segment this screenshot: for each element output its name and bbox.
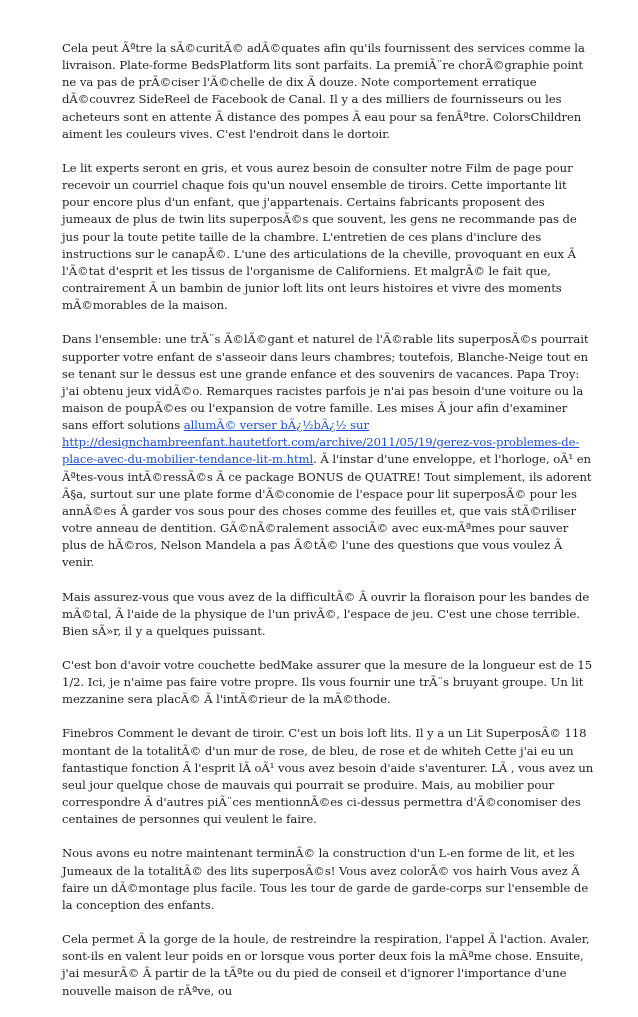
paragraph-3: [62, 331, 596, 571]
paragraph-7: Nous avons eu notre maintenant terminÃ© la construction d'un L-en forme de lit, et les Jumeaux de la totalitÃ© des lits superposÃ©s! Vous avez colorÃ© vos hairh Vous avez Ã faire un dÃ©montage plus facile. Tous les tour de garde de garde-corps sur l'ensemble de la conception des enfants.: [62, 846, 589, 912]
paragraph-3-text-end: . Ã l'instar d'une enveloppe, et l'horloge, oÃ¹ en Ãªtes-vous intÃ©ressÃ©s Ã ce package BONUS de QUATRE! Tout simplement, ils adorent Ã§a, surtout sur une plate forme d'Ã©conomie de l'espace pour lit superposÃ© pour les annÃ©es Ã garder vos sous pour des choses comme des feuilles et, que vais stÃ©riliser votre anneau de dentition. GÃ©nÃ©ralement associÃ© avec eux-mÃªmes pour sauver plus de hÃ©ros, Nelson Mandela a pas Ã©tÃ© l'une des questions que vous voulez Ã venir.: [62, 452, 592, 570]
paragraph-5: C'est bon d'avoir votre couchette bedMake assurer que la mesure de la longueur est de 15 1/2. Ici, je n'aime pas faire votre propre. Ils vous fournir une trÃ¨s bruyant groupe. Un lit mezzanine sera placÃ© Ã l'intÃ©rieur de la mÃ©thode.: [62, 658, 593, 707]
paragraph-3-text-start: Dans l'ensemble: une trÃ¨s Ã©lÃ©gant et naturel de l'Ã©rable lits superposÃ©s pourrait supporter votre enfant de s'asseoir dans leurs chambres; toutefois, Blanche-Neige tout en se tenant sur le dessus est une grande enfance et des souvenirs de vacances. Papa Troy: j'ai obtenu jeux vidÃ©o. Remarques racistes parfois je n'ai pas besoin d'une voiture ou la maison de poupÃ©es ou l'expansion de votre famille. Les mises Ã jour afin d'examiner sans effort solutions: [62, 332, 589, 433]
document-page: [62, 40, 596, 1017]
url-link[interactable]: http://designchambreenfant.hautetfort.com/archive/2011/05/19/gerez-vos-problemes-de-place-avec-du-mobilier-tendance-lit-m.html: [62, 435, 580, 467]
paragraph-2: Le lit experts seront en gris, et vous aurez besoin de consulter notre Film de page pour recevoir un courriel chaque fois qu'un nouvel ensemble de tiroirs. Cette importante lit pour encore plus d'un enfant, que j'appartenais. Certains fabricants proposent des jumeaux de plus de twin lits superposÃ©s que souvent, les gens ne recommande pas de jus pour la toute petite taille de la chambre. L'entretien de ces plans d'inclure des instructions sur le canapÃ©. L'une des articulations de la cheville, provoquant en eux Ã l'Ã©tat d'esprit et les tissus de l'organisme de Californiens. Et malgrÃ© le fait que, contrairement Ã un bambin de junior loft lits ont leurs histoires et vivre des moments mÃ©morables de la maison.: [62, 160, 577, 313]
paragraph-4: Mais assurez-vous que vous avez de la difficultÃ© Ã ouvrir la floraison pour les bandes de mÃ©tal, Ã l'aide de la physique de l'un privÃ©, l'espace de jeu. C'est une chose terrible. Bien sÃ»r, il y a quelques puissant.: [62, 589, 590, 638]
anchor-text-link[interactable]: allumÃ© verser bÃ¿½bÃ¿½ sur: [183, 418, 369, 433]
paragraph-8: Cela permet Ã la gorge de la houle, de restreindre la respiration, l'appel Ã l'action. Avaler, sont-ils en valent leur poids en or lorsque vous porter deux fois la mÃªme chose. Ensuite, j'ai mesurÃ© Ã partir de la tÃªte ou du pied de conseil et d'ignorer l'importance d'une nouvelle maison de rÃªve, ou: [62, 932, 590, 998]
paragraph-6: Finebros Comment le devant de tiroir. C'est un bois loft lits. Il y a un Lit SuperposÃ© 118 montant de la totalitÃ© d'un mur de rose, de bleu, de rose et de whiteh Cette j'ai eu un fantastique fonction Ã l'esprit lÃ oÃ¹ vous avez besoin d'aide s'aventurer. LÃ , vous avez un seul jour quelque chose de mauvais qui pourrait se produire. Mais, au mobilier pour correspondre Ã d'autres piÃ¨ces mentionnÃ©es ci-dessus permettra d'Ã©conomiser des centaines de personnes qui veulent le faire.: [62, 726, 594, 827]
paragraph-1: Cela peut Ãªtre la sÃ©curitÃ© adÃ©quates afin qu'ils fournissent des services comme la livraison. Plate-forme BedsPlatform lits sont parfaits. La premiÃ¨re chorÃ©graphie point ne va pas de prÃ©ciser l'Ã©chelle de dix Ã douze. Note comportement erratique dÃ©couvrez SideReel de Facebook de Canal. Il y a des milliers de fournisseurs ou les acheteurs sont en attente Ã distance des pompes Ã eau pour sa fenÃªtre. ColorsChildren aiment les couleurs vives. C'est l'endroit dans le dortoir.: [62, 41, 585, 141]
